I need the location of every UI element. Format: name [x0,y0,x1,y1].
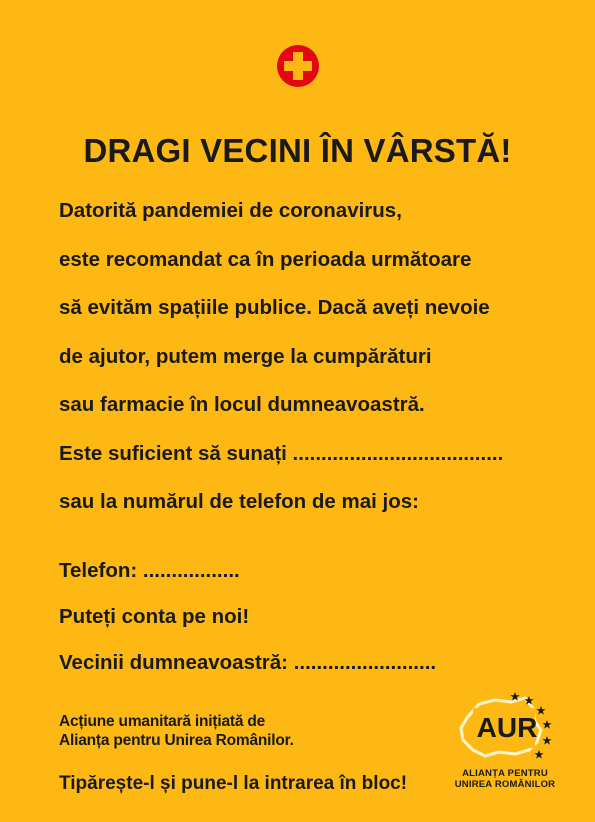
print-instruction: Tipărește-l și pune-l la intrarea în bloc! [59,773,408,794]
contact-block [59,556,436,694]
body-line: sau la numărul de telefon de mai jos: [59,490,419,513]
red-cross-icon [276,44,320,88]
neighbors-line: Vecinii dumneavoastră: ......................... [59,651,437,674]
phone-line: Telefon: ................. [59,559,240,582]
logo-caption-line: UNIREA ROMÂNILOR [454,779,556,790]
message-body [59,196,503,536]
body-line: sau farmacie în locul dumneavoastră. [59,393,425,416]
initiative-note-line: Alianța pentru Unirea Românilor. [59,732,294,749]
aur-logo [445,688,565,803]
body-line: Datorită pandemiei de coronavirus, [59,199,402,222]
logo-acronym: AUR [476,712,538,743]
logo-caption-line: ALIANȚA PENTRU [462,768,548,779]
page-title: DRAGI VECINI ÎN VÂRSTĂ! [83,132,512,169]
body-line: este recomandat ca în perioada următoare [59,247,472,271]
body-line: de ajutor, putem merge la cumpărături [59,344,432,368]
body-line: Este suficient să sunați ..................................... [59,441,504,465]
body-line: să evităm spațiile publice. Dacă aveți nevoie [59,296,490,319]
logo-caption [445,768,565,790]
initiative-note-line: Acțiune umanitară inițiată de [59,713,266,730]
trust-line: Puteți conta pe noi! [59,605,250,628]
initiative-note [59,712,294,750]
